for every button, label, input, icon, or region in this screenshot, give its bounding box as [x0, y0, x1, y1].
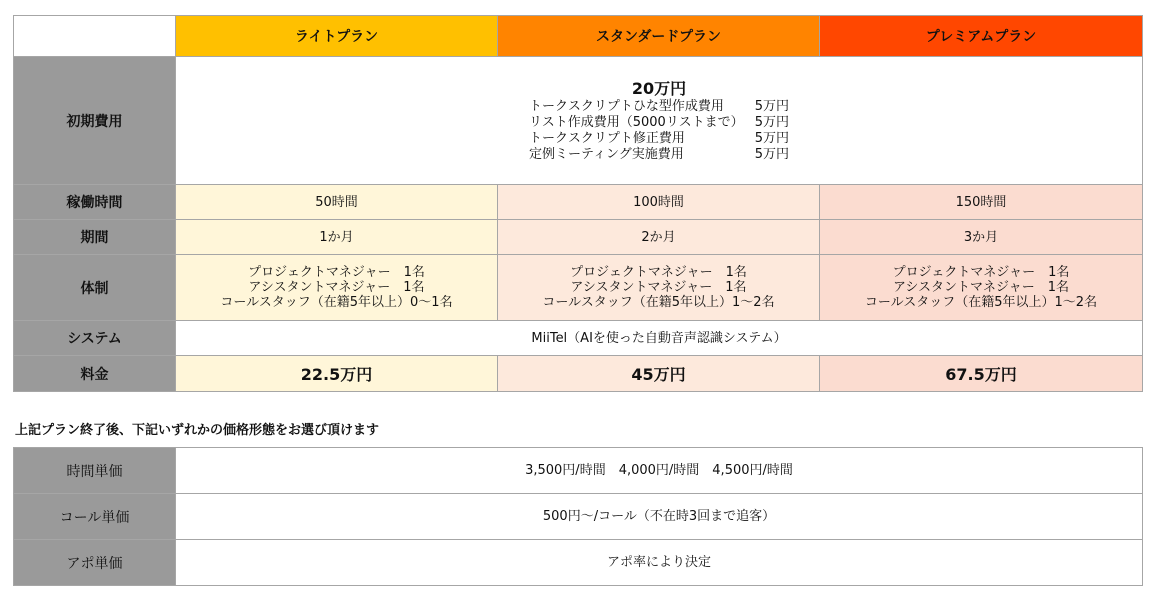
initial-cost-item-price: 5万円: [754, 114, 789, 130]
initial-cost-label: 初期費用: [14, 57, 176, 185]
pricing-option-label: アポ単価: [14, 540, 176, 586]
hours-row: [14, 185, 1143, 220]
pricing-option-row: [14, 540, 1143, 586]
team-line: アシスタントマネジャー 1名: [892, 280, 1070, 295]
pricing-option-row: [14, 494, 1143, 540]
team-line: コールスタッフ（在籍5年以上）1～2名: [542, 295, 775, 310]
period-label: 期間: [14, 220, 176, 255]
system-label: システム: [14, 321, 176, 356]
plan-header-premium: プレミアムプラン: [820, 16, 1143, 57]
initial-cost-item: [529, 99, 789, 115]
initial-cost-item: [529, 115, 789, 131]
plan-header-standard: スタンダードプラン: [498, 16, 820, 57]
pricing-option-value: アポ率により決定: [176, 540, 1143, 586]
period-standard: 2か月: [498, 220, 820, 255]
initial-cost-item-price: 5万円: [754, 98, 789, 114]
initial-cost-item-name: トークスクリプトひな型作成費用: [529, 98, 724, 114]
team-line: コールスタッフ（在籍5年以上）0～1名: [220, 295, 453, 310]
team-lite: [176, 255, 498, 321]
initial-cost-row: [14, 57, 1143, 185]
pricing-option-value: 3,500円/時間 4,000円/時間 4,500円/時間: [176, 448, 1143, 494]
initial-cost-item: [529, 147, 789, 163]
team-line: プロジェクトマネジャー 1名: [570, 265, 747, 280]
plan-header-row: [14, 16, 1143, 57]
system-row: [14, 321, 1143, 356]
team-row: [14, 255, 1143, 321]
team-line: アシスタントマネジャー 1名: [570, 280, 747, 295]
after-plan-note: 上記プラン終了後、下記いずれかの価格形態をお選び頂けます: [15, 423, 380, 438]
corner-cell: [14, 16, 176, 57]
team-label: 体制: [14, 255, 176, 321]
hours-lite: 50時間: [176, 185, 498, 220]
hours-standard: 100時間: [498, 185, 820, 220]
team-line: プロジェクトマネジャー 1名: [248, 265, 425, 280]
team-line: プロジェクトマネジャー 1名: [892, 265, 1070, 280]
initial-cost-item-name: リスト作成費用（5000リストまで）: [529, 114, 744, 130]
team-standard: [498, 255, 820, 321]
period-row: [14, 220, 1143, 255]
initial-cost-item-name: トークスクリプト修正費用: [529, 130, 685, 146]
fee-lite: 22.5万円: [176, 356, 498, 392]
pricing-options-table: [13, 447, 1143, 586]
pricing-option-label: コール単価: [14, 494, 176, 540]
fee-standard: 45万円: [498, 356, 820, 392]
hours-label: 稼働時間: [14, 185, 176, 220]
initial-cost-block: [529, 79, 789, 163]
plan-comparison-table: [13, 15, 1143, 392]
hours-premium: 150時間: [820, 185, 1143, 220]
initial-cost-item-price: 5万円: [754, 146, 789, 162]
pricing-option-value: 500円～/コール（不在時3回まで追客）: [176, 494, 1143, 540]
initial-cost-item: [529, 131, 789, 147]
plan-header-lite: ライトプラン: [176, 16, 498, 57]
team-premium: [820, 255, 1143, 321]
period-lite: 1か月: [176, 220, 498, 255]
initial-cost-total: 20万円: [631, 78, 687, 98]
period-premium: 3か月: [820, 220, 1143, 255]
team-line: コールスタッフ（在籍5年以上）1～2名: [864, 295, 1098, 310]
initial-cost-item-name: 定例ミーティング実施費用: [529, 146, 684, 162]
team-line: アシスタントマネジャー 1名: [248, 280, 425, 295]
system-value: MiiTel（AIを使った自動音声認識システム）: [176, 321, 1143, 356]
initial-cost-item-price: 5万円: [754, 130, 789, 146]
fee-premium: 67.5万円: [820, 356, 1143, 392]
fee-label: 料金: [14, 356, 176, 392]
pricing-option-label: 時間単価: [14, 448, 176, 494]
pricing-option-row: [14, 448, 1143, 494]
fee-row: [14, 356, 1143, 392]
initial-cost-cell: [176, 57, 1143, 185]
